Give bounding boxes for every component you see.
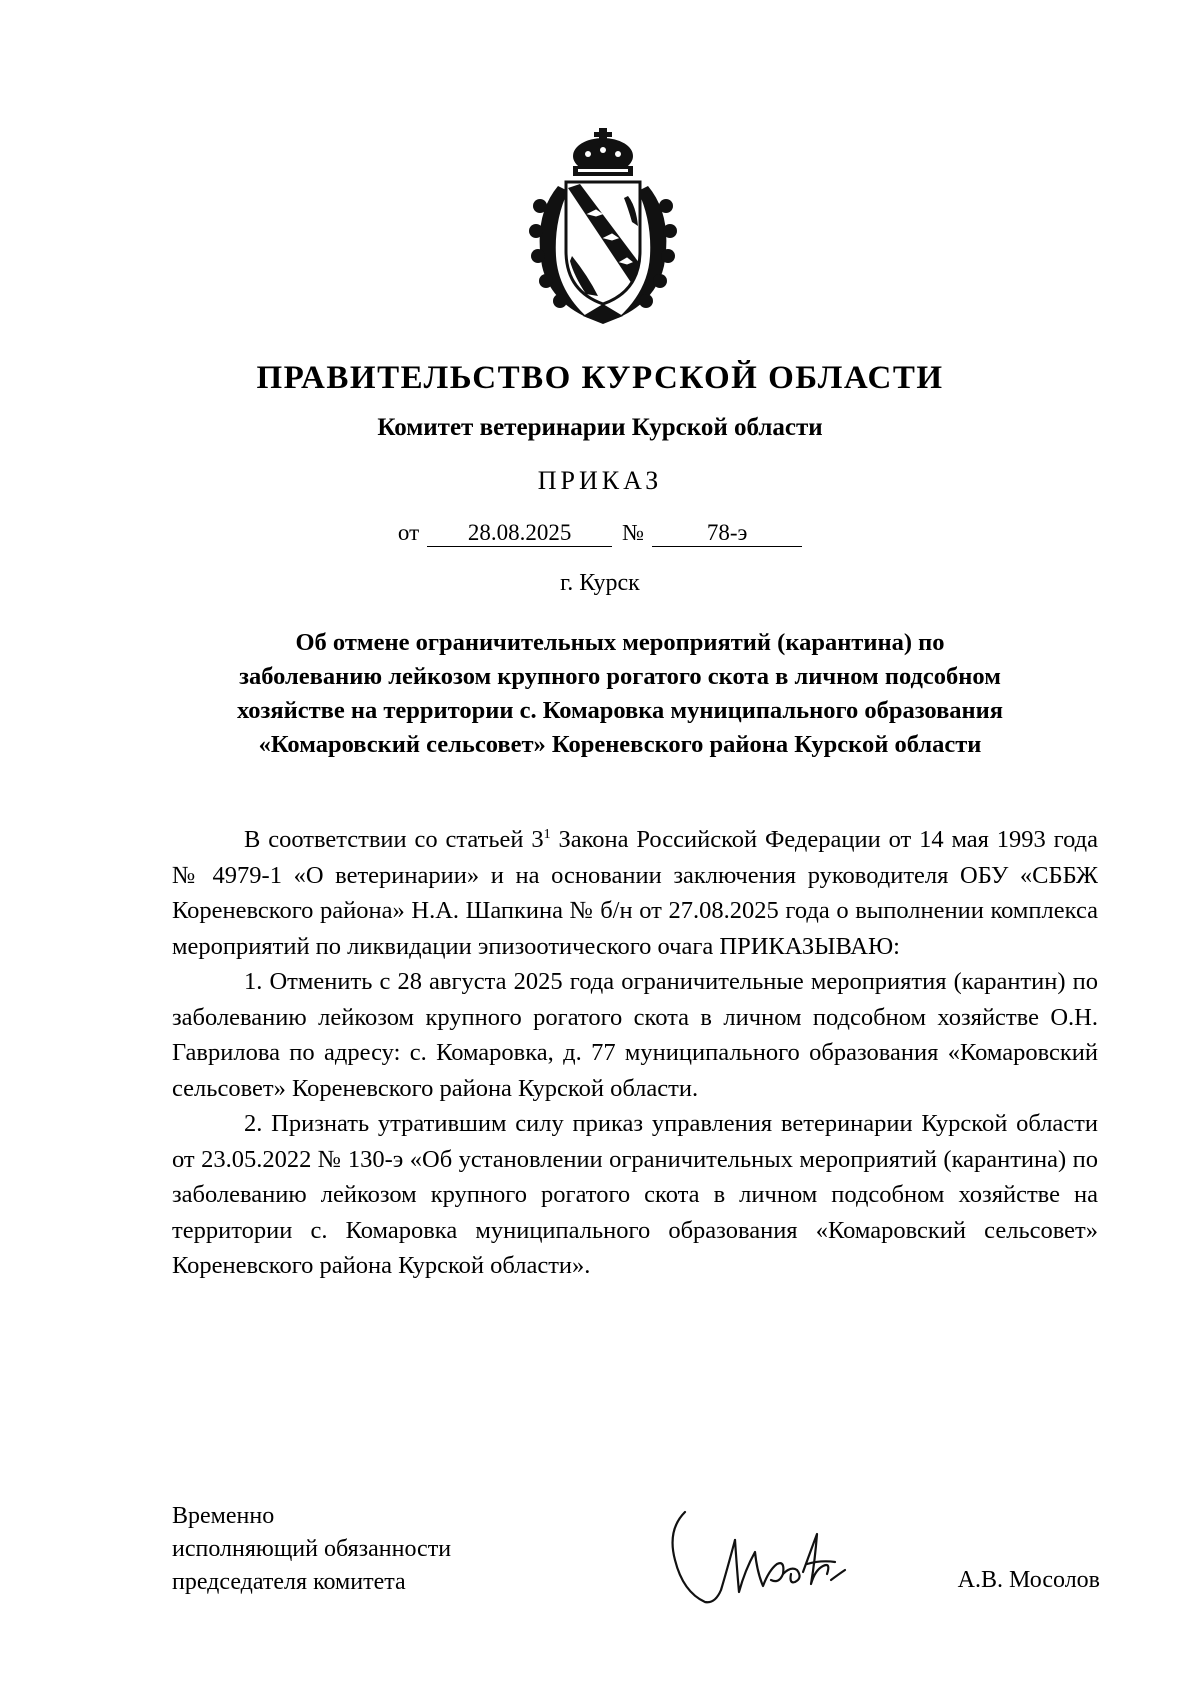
- subject-line: «Комаровский сельсовет» Кореневского района Курской области: [258, 731, 982, 758]
- signer-position-line: исполняющий обязанности: [172, 1536, 452, 1562]
- subject-line: Об отмене ограничительных мероприятий (карантина) по: [295, 629, 945, 656]
- signer-position: [172, 1500, 572, 1599]
- government-title: ПРАВИТЕЛЬСТВО КУРСКОЙ ОБЛАСТИ: [256, 360, 944, 396]
- document-number: 78-э: [652, 520, 802, 547]
- subject-line: заболеванию лейкозом крупного рогатого скота в личном подсобном: [239, 663, 1001, 690]
- order-item-2: 2. Признать утратившим силу приказ управления ветеринарии Курской области от 23.05.2022 № 130-э «Об установлении ограничительных мероприятий (карантина) по заболеванию лейкозом крупного рогатого скота в личном подсобном хозяйстве на территории с. Комаровка муниципального образования «Комаровский сельсовет» Кореневского района Курской области».: [172, 1110, 1098, 1279]
- handwritten-signature: [665, 1500, 875, 1610]
- number-prefix: №: [622, 520, 645, 545]
- date-number-line: [0, 520, 1200, 547]
- document-type: ПРИКАЗ: [537, 466, 663, 495]
- signer-name: А.В. Мосолов: [957, 1567, 1100, 1593]
- signer-position-line: председателя комитета: [172, 1569, 406, 1595]
- document-body: [172, 822, 1098, 1284]
- date-prefix: от: [397, 520, 420, 545]
- subject-line: хозяйстве на территории с. Комаровка муниципального образования: [236, 697, 1004, 724]
- order-item-1: 1. Отменить с 28 августа 2025 года ограничительные мероприятия (карантин) по заболеванию лейкозом крупного рогатого скота в личном подсобном хозяйстве О.Н. Гаврилова по адресу: с. Комаровка, д. 77 муниципального образования «Комаровский сельсовет» Кореневского района Курской области.: [172, 968, 1098, 1102]
- preamble-start: В соответствии со статьей 3: [244, 826, 544, 853]
- article-superscript: 1: [543, 826, 551, 842]
- preamble-paragraph: [172, 822, 1098, 964]
- document-subject: [170, 626, 1070, 762]
- preamble-rest: Закона Российской Федерации от 14 мая 1993 года № 4979-1 «О ветеринарии» и на основании заключения руководителя ОБУ «СББЖ Кореневского района» Н.А. Шапкина № б/н от 27.08.2025 года о выполнении комплекса мероприятий по ликвидации эпизоотического очага ПРИКАЗЫВАЮ:: [172, 826, 1098, 960]
- coat-of-arms-icon: [528, 126, 678, 326]
- committee-name: Комитет ветеринарии Курской области: [377, 414, 823, 441]
- signer-position-line: Временно: [172, 1503, 275, 1529]
- document-date: 28.08.2025: [427, 520, 612, 547]
- city: г. Курск: [560, 570, 640, 596]
